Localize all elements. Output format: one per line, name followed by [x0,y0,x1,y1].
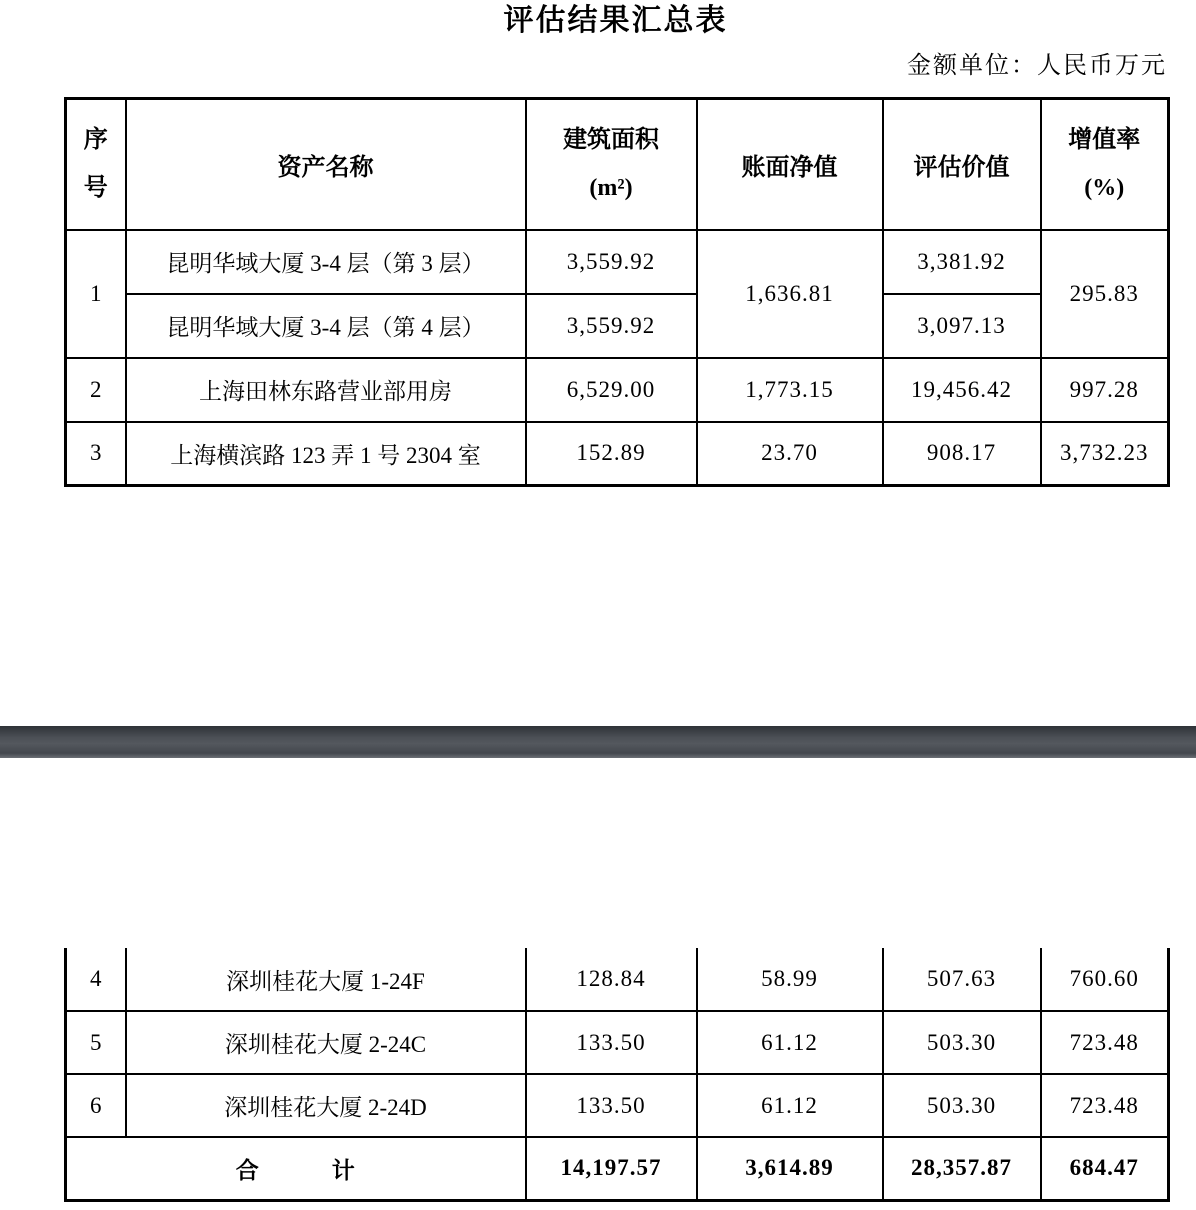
table-row [66,1011,1169,1074]
table-row [66,1074,1169,1137]
page-title: 评估结果汇总表 [503,4,728,37]
cell-rate: 3,732.23 [1041,422,1169,486]
page1-content [64,0,1167,487]
summary-table-page2 [64,948,1170,1202]
cell-asset-name: 深圳桂花大厦 2-24D [126,1074,526,1137]
header-area-line2: (m²) [589,175,633,202]
header-area-line1: 建筑面积 [563,127,659,154]
cell-asset-name: 上海田林东路营业部用房 [126,358,526,422]
header-serial-line2: 号 [83,175,108,202]
cell-asset-name: 昆明华域大厦 3-4 层（第 4 层） [126,294,526,358]
table-row [66,294,1169,358]
cell-area: 133.50 [526,1011,697,1074]
page2-content [64,948,1167,1202]
header-serial-line1: 序 [83,127,108,154]
unit-note: 金额单位：人民币万元 [907,53,1167,79]
cell-area: 128.84 [526,948,697,1011]
cell-total-rate: 684.47 [1041,1137,1169,1200]
table-row [66,948,1169,1011]
cell-book-value: 1,773.15 [697,358,883,422]
cell-rate: 723.48 [1041,1074,1169,1137]
header-appraised-value: 评估价值 [883,99,1041,230]
cell-appraised-value: 507.63 [883,948,1041,1011]
cell-serial: 3 [66,422,126,486]
cell-area: 3,559.92 [526,230,697,294]
cell-serial: 6 [66,1074,126,1137]
cell-rate: 723.48 [1041,1011,1169,1074]
cell-asset-name: 深圳桂花大厦 2-24C [126,1011,526,1074]
header-area [526,99,697,230]
cell-appraised-value: 908.17 [883,422,1041,486]
cell-rate: 295.83 [1041,230,1169,358]
summary-table-page1 [64,97,1170,487]
header-rate [1041,99,1169,230]
total-row [66,1137,1169,1200]
cell-area: 152.89 [526,422,697,486]
cell-book-value: 1,636.81 [697,230,883,358]
page-separator [0,726,1196,758]
cell-serial: 1 [66,230,126,358]
cell-total-area: 14,197.57 [526,1137,697,1200]
header-rate-line1: 增值率 [1068,127,1141,154]
cell-serial: 4 [66,948,126,1011]
cell-total-appraised-value: 28,357.87 [883,1137,1041,1200]
header-serial [66,99,126,230]
table-row [66,358,1169,422]
table-row [66,230,1169,294]
cell-appraised-value: 3,381.92 [883,230,1041,294]
cell-asset-name: 上海横滨路 123 弄 1 号 2304 室 [126,422,526,486]
table-row [66,422,1169,486]
header-book-value: 账面净值 [697,99,883,230]
cell-appraised-value: 19,456.42 [883,358,1041,422]
cell-book-value: 61.12 [697,1074,883,1137]
cell-serial: 2 [66,358,126,422]
cell-total-label: 合 计 [66,1137,526,1200]
cell-asset-name: 昆明华域大厦 3-4 层（第 3 层） [126,230,526,294]
cell-appraised-value: 503.30 [883,1011,1041,1074]
header-row [66,99,1169,230]
cell-book-value: 23.70 [697,422,883,486]
cell-area: 133.50 [526,1074,697,1137]
cell-area: 3,559.92 [526,294,697,358]
cell-area: 6,529.00 [526,358,697,422]
cell-serial: 5 [66,1011,126,1074]
cell-book-value: 58.99 [697,948,883,1011]
cell-rate: 760.60 [1041,948,1169,1011]
header-rate-line2: (%) [1084,175,1125,202]
cell-total-book-value: 3,614.89 [697,1137,883,1200]
cell-rate: 997.28 [1041,358,1169,422]
cell-appraised-value: 3,097.13 [883,294,1041,358]
header-asset-name: 资产名称 [126,99,526,230]
cell-book-value: 61.12 [697,1011,883,1074]
cell-asset-name: 深圳桂花大厦 1-24F [126,948,526,1011]
cell-appraised-value: 503.30 [883,1074,1041,1137]
